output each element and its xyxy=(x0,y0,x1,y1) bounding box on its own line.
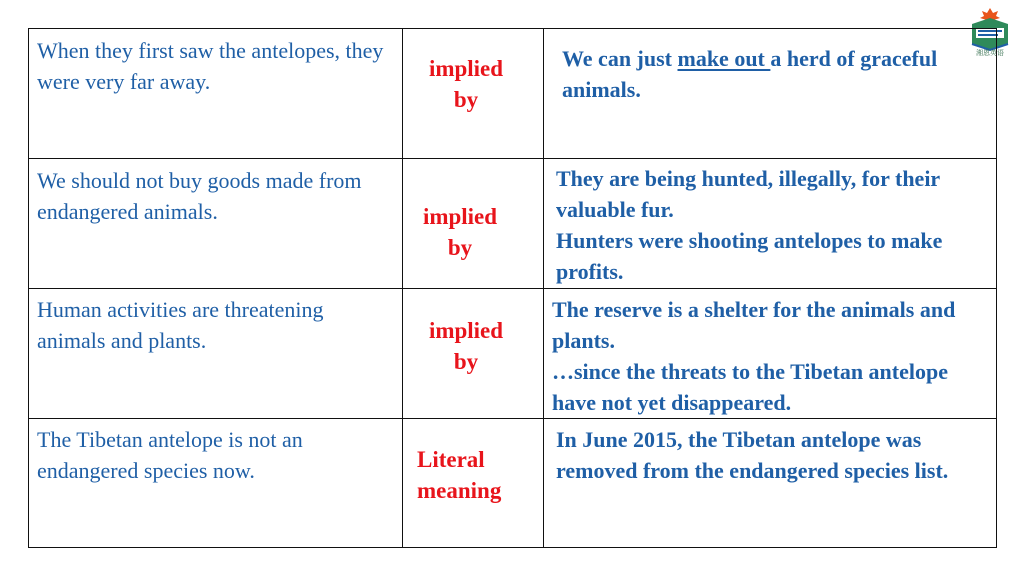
underlined-phrase: make out xyxy=(677,46,771,71)
evidence-text xyxy=(556,424,986,486)
relation-line: Literal xyxy=(417,447,485,472)
evidence-line: They are being hunted, illegally, for their valuable fur. xyxy=(556,166,940,222)
relation-label xyxy=(417,315,515,377)
logo-caption: 湘恩英语 xyxy=(976,49,1004,57)
table-row xyxy=(29,289,997,419)
evidence-line: The reserve is a shelter for the animals and plants. xyxy=(552,297,956,353)
relation-line: by xyxy=(453,349,479,374)
evidence-text xyxy=(556,163,956,287)
relation-label xyxy=(417,53,515,115)
evidence-text xyxy=(562,43,948,105)
relation-line: by xyxy=(453,87,479,112)
relation-line: implied xyxy=(428,56,504,81)
evidence-line: In June 2015, the Tibetan antelope was removed from the endangered species list. xyxy=(556,427,949,483)
evidence-text xyxy=(552,294,982,418)
evidence-pre: We can just xyxy=(562,46,678,71)
evidence-line: …since the threats to the Tibetan antelope have not yet disappeared. xyxy=(552,359,948,415)
table-row xyxy=(29,419,997,548)
evidence-line: Hunters were shooting antelopes to make profits. xyxy=(556,228,943,284)
statement-evidence-table xyxy=(28,28,997,548)
statement-text: We should not buy goods made from endangered animals. xyxy=(37,168,362,224)
relation-line: meaning xyxy=(417,478,502,503)
relation-line: implied xyxy=(422,204,498,229)
relation-line: by xyxy=(447,235,473,260)
relation-line: implied xyxy=(428,318,504,343)
statement-text: When they first saw the antelopes, they were very far away. xyxy=(37,38,384,94)
table-row xyxy=(29,159,997,289)
statement-text: The Tibetan antelope is not an endangered species now. xyxy=(37,427,303,483)
relation-label xyxy=(417,444,515,506)
relation-label xyxy=(411,201,509,263)
table-row xyxy=(29,29,997,159)
evidence-post: a herd of graceful animals. xyxy=(562,46,938,102)
statement-text: Human activities are threatening animals and plants. xyxy=(37,297,324,353)
